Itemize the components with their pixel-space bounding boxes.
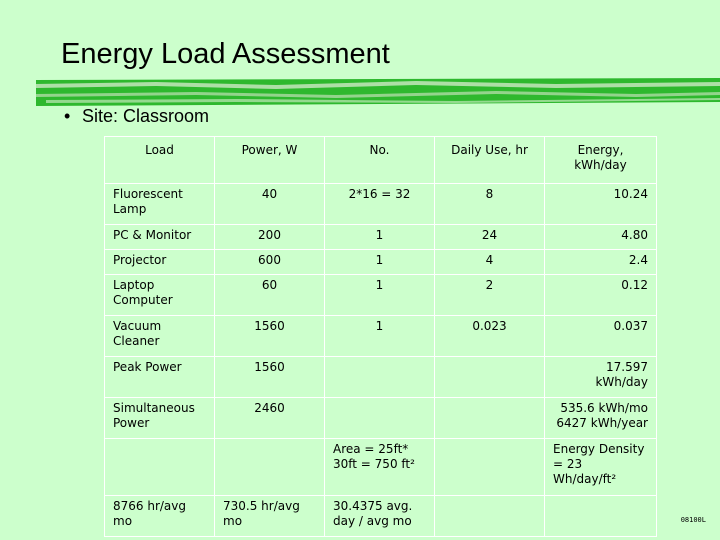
cell-energy: 2.4 [545, 250, 657, 275]
cell-number: 1 [325, 250, 435, 275]
table-row [105, 250, 657, 275]
cell-number: 1 [325, 275, 435, 316]
energy-load-table [104, 136, 657, 537]
cell-daily-use: 2 [435, 275, 545, 316]
cell-load: Simultaneous Power [105, 398, 215, 439]
cell-energy: 0.12 [545, 275, 657, 316]
header-energy: Energy, kWh/day [545, 137, 657, 184]
cell-daily-use [435, 357, 545, 398]
cell-daily-use: 0.023 [435, 316, 545, 357]
cell-load: Laptop Computer [105, 275, 215, 316]
cell-power: 600 [215, 250, 325, 275]
cell-load [105, 439, 215, 496]
table-row [105, 398, 657, 439]
cell-power: 1560 [215, 357, 325, 398]
cell-energy: 535.6 kWh/mo 6427 kWh/year [545, 398, 657, 439]
table-row [105, 275, 657, 316]
bullet-dot-icon: • [64, 106, 71, 126]
header-number: No. [325, 137, 435, 184]
cell-number: 2*16 = 32 [325, 184, 435, 225]
cell-power: 2460 [215, 398, 325, 439]
cell-power: 200 [215, 225, 325, 250]
cell-power: 730.5 hr/avg mo [215, 496, 325, 537]
cell-load: 8766 hr/avg mo [105, 496, 215, 537]
table-row [105, 357, 657, 398]
cell-power: 60 [215, 275, 325, 316]
table-row [105, 225, 657, 250]
cell-power: 40 [215, 184, 325, 225]
cell-load: Peak Power [105, 357, 215, 398]
table-header-row [105, 137, 657, 184]
header-power: Power, W [215, 137, 325, 184]
cell-power: 1560 [215, 316, 325, 357]
slide-footer-code: 08100L [680, 516, 706, 524]
cell-energy: 10.24 [545, 184, 657, 225]
table-row [105, 496, 657, 537]
cell-energy: 4.80 [545, 225, 657, 250]
cell-number: 1 [325, 316, 435, 357]
cell-daily-use: 4 [435, 250, 545, 275]
table-row [105, 184, 657, 225]
cell-number [325, 357, 435, 398]
slide-title: Energy Load Assessment [61, 38, 390, 70]
cell-load: PC & Monitor [105, 225, 215, 250]
cell-energy: 17.597 kWh/day [545, 357, 657, 398]
header-load: Load [105, 137, 215, 184]
table-row [105, 439, 657, 496]
cell-daily-use [435, 439, 545, 496]
cell-load: Vacuum Cleaner [105, 316, 215, 357]
cell-daily-use [435, 398, 545, 439]
cell-power [215, 439, 325, 496]
bullet-site [64, 106, 209, 127]
cell-number: Area = 25ft* 30ft = 750 ft² [325, 439, 435, 496]
cell-number: 30.4375 avg. day / avg mo [325, 496, 435, 537]
cell-energy: Energy Density = 23 Wh/day/ft² [545, 439, 657, 496]
cell-load: Projector [105, 250, 215, 275]
cell-daily-use: 24 [435, 225, 545, 250]
cell-number [325, 398, 435, 439]
cell-energy [545, 496, 657, 537]
bullet-text: Site: Classroom [82, 106, 210, 126]
cell-number: 1 [325, 225, 435, 250]
cell-energy: 0.037 [545, 316, 657, 357]
cell-load: Fluorescent Lamp [105, 184, 215, 225]
cell-daily-use [435, 496, 545, 537]
header-daily-use: Daily Use, hr [435, 137, 545, 184]
cell-daily-use: 8 [435, 184, 545, 225]
table-row [105, 316, 657, 357]
decorative-brush-bar [36, 76, 720, 108]
